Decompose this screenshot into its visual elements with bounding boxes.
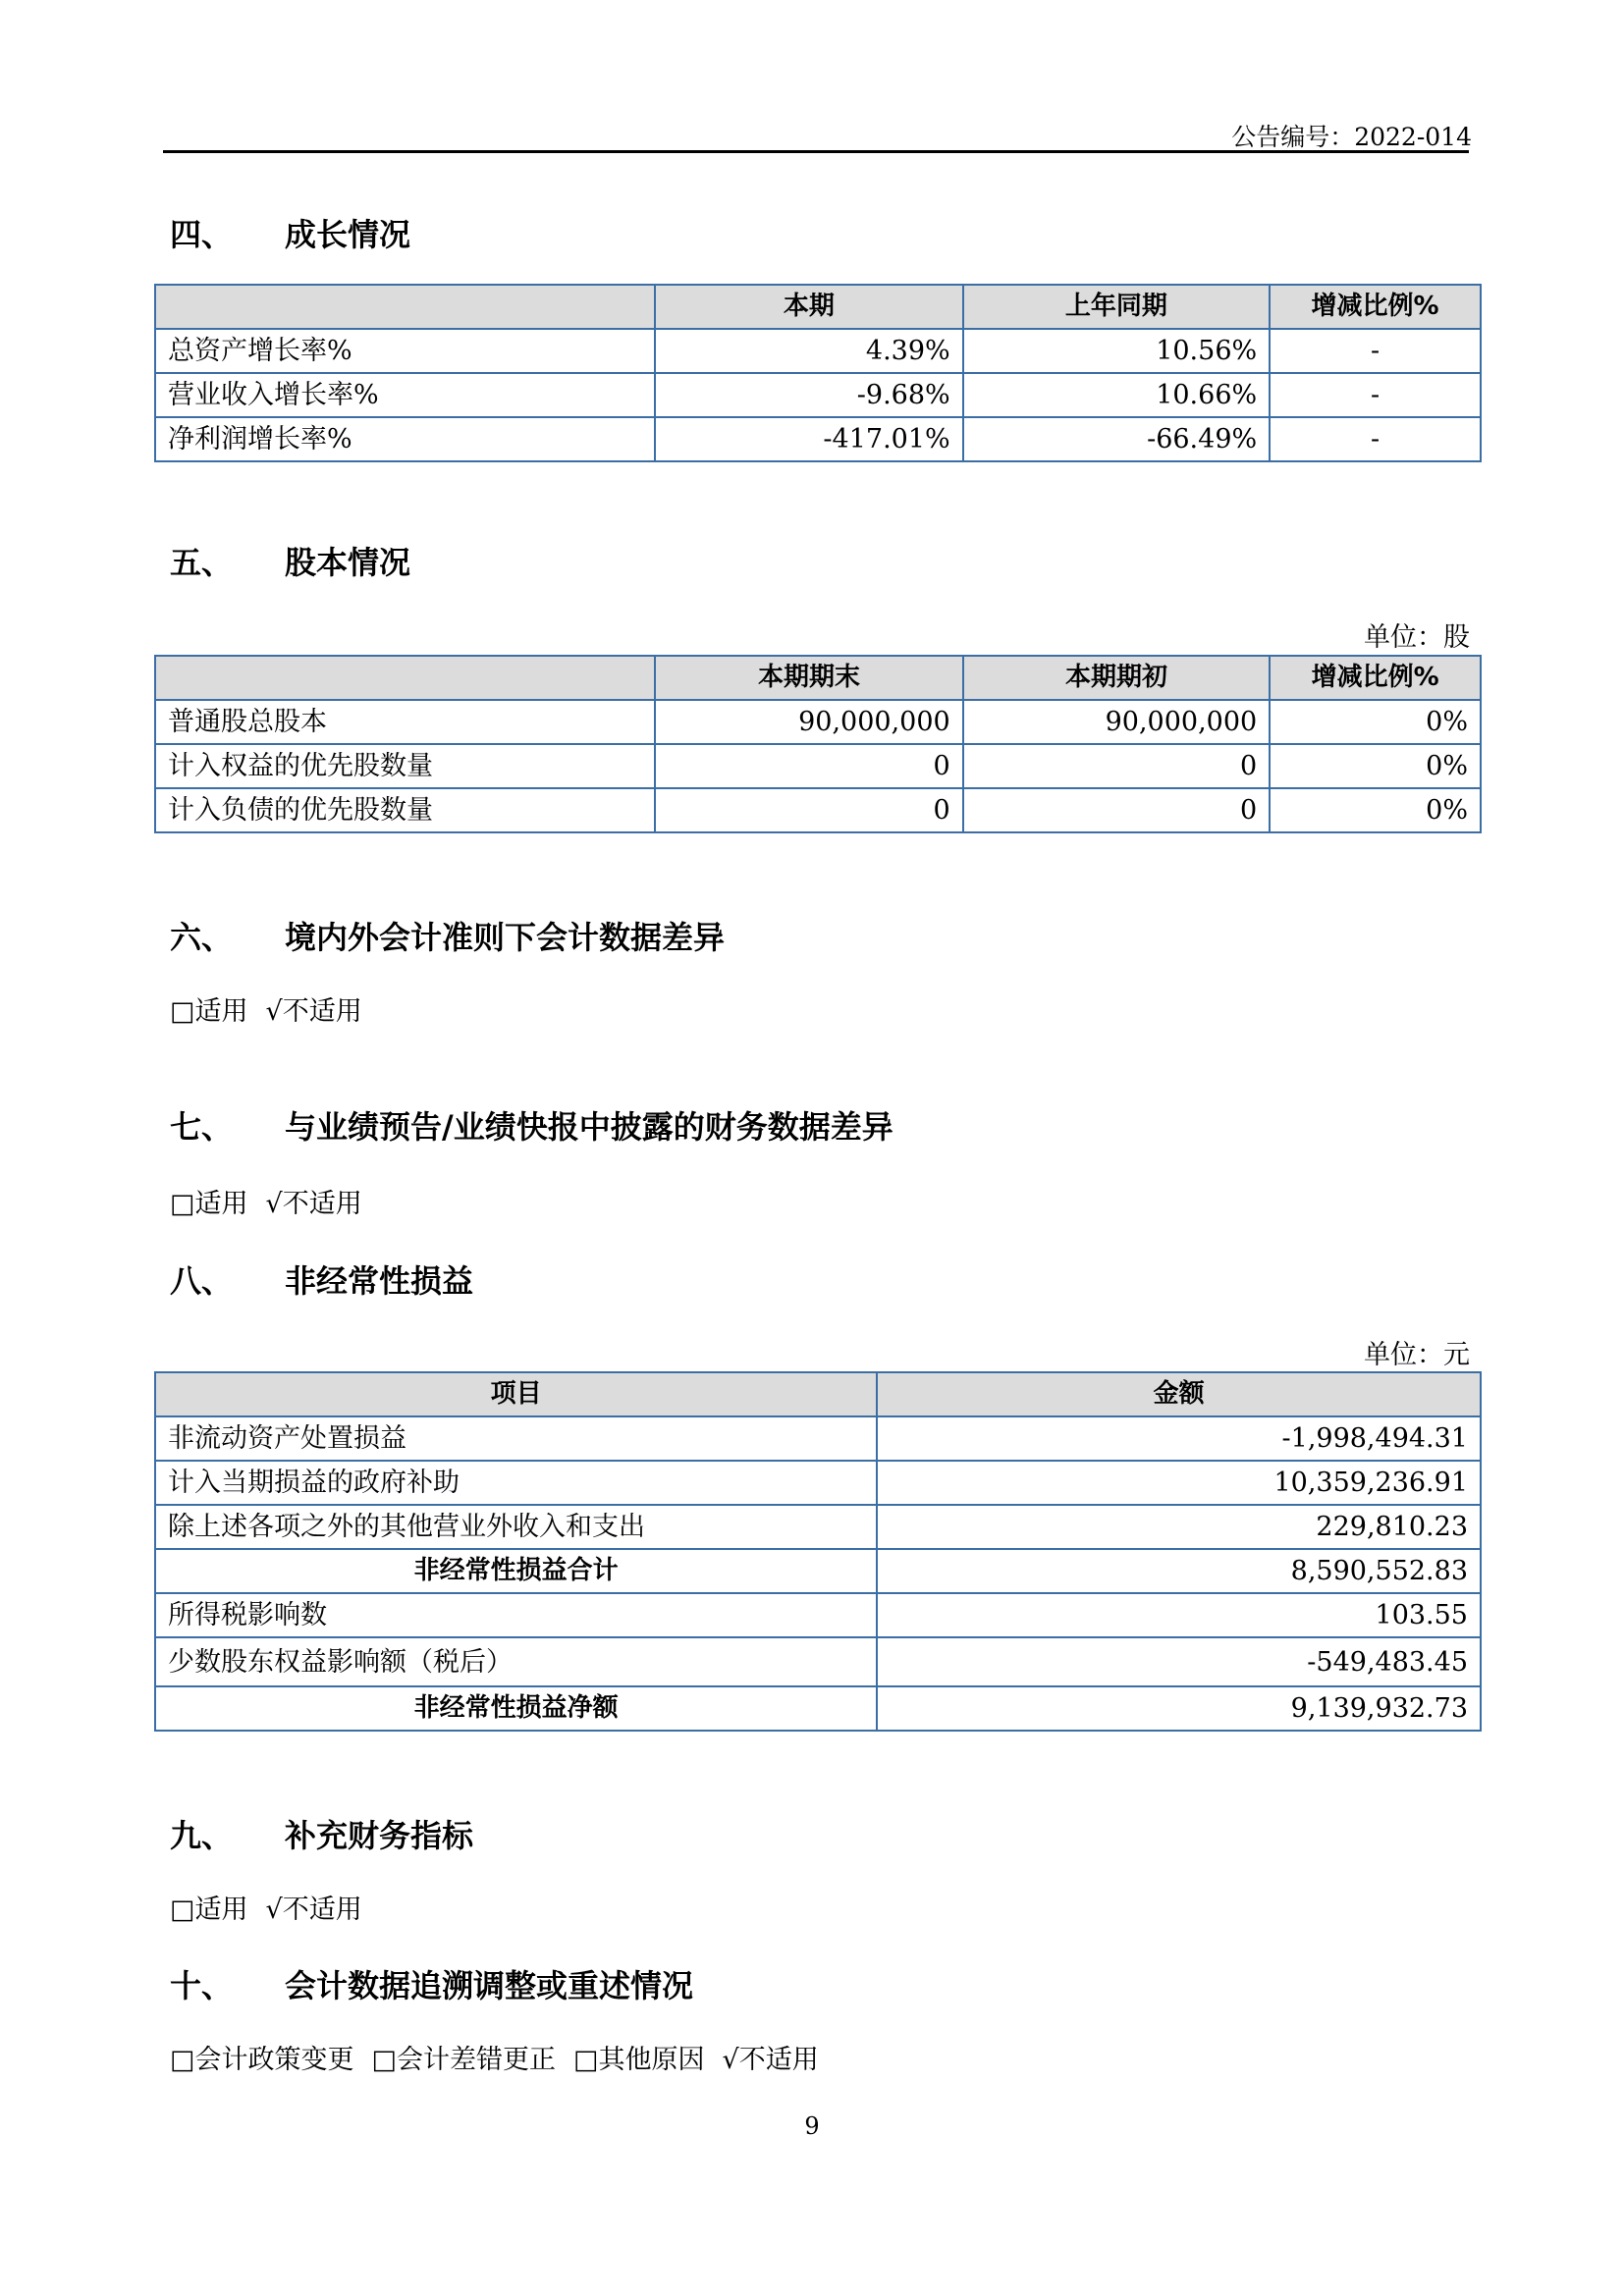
cell-current: -9.68%: [655, 373, 963, 417]
cell-change: 0%: [1270, 788, 1481, 832]
option-applicable: □适用: [170, 1189, 248, 1219]
cell-prior: 10.56%: [963, 329, 1270, 373]
page-number: 9: [804, 2112, 820, 2140]
row-label: 计入权益的优先股数量: [155, 744, 655, 788]
cell-change: -: [1270, 417, 1481, 461]
row-label: 计入负债的优先股数量: [155, 788, 655, 832]
table-row: [155, 417, 1481, 461]
table-header-row: [155, 1372, 1481, 1416]
applicability-options: [170, 989, 380, 1028]
column-header: [155, 656, 655, 700]
option-error-correction: □会计差错更正: [371, 2045, 557, 2075]
section-number: 四、: [170, 216, 234, 253]
option-not-applicable: √不适用: [722, 2045, 819, 2075]
column-header: 增减比例%: [1270, 656, 1481, 700]
option-applicable: □适用: [170, 1895, 248, 1925]
table-row: [155, 700, 1481, 744]
column-header: 上年同期: [963, 285, 1270, 329]
cell-change: 0%: [1270, 744, 1481, 788]
option-not-applicable: √不适用: [265, 996, 362, 1027]
cell-prior: 10.66%: [963, 373, 1270, 417]
section-title: 境内外会计准则下会计数据差异: [285, 919, 726, 956]
applicability-options: [170, 1888, 380, 1926]
cell-amount: 9,139,932.73: [877, 1686, 1481, 1731]
unit-label: 单位：元: [1364, 1340, 1470, 1370]
table-row: [155, 1505, 1481, 1549]
row-label: 非经常性损益合计: [155, 1549, 877, 1593]
cell-amount: -549,483.45: [877, 1637, 1481, 1686]
column-header: 本期期末: [655, 656, 963, 700]
row-label: 总资产增长率%: [155, 329, 655, 373]
row-label: 除上述各项之外的其他营业外收入和支出: [155, 1505, 877, 1549]
section-title: 补充财务指标: [285, 1817, 474, 1854]
section-title: 非经常性损益: [285, 1262, 474, 1300]
table-row: [155, 1416, 1481, 1461]
cell-change: 0%: [1270, 700, 1481, 744]
section-number: 十、: [170, 1967, 234, 2004]
option-other-reason: □其他原因: [573, 2045, 705, 2075]
row-label: 计入当期损益的政府补助: [155, 1461, 877, 1505]
cell-begin: 0: [963, 744, 1271, 788]
option-applicable: □适用: [170, 996, 248, 1027]
option-policy-change: □会计政策变更: [170, 2045, 354, 2075]
section-number: 七、: [170, 1108, 234, 1146]
column-header: 增减比例%: [1270, 285, 1481, 329]
section-number: 五、: [170, 544, 234, 581]
applicability-options: [170, 1182, 380, 1220]
growth-table: [154, 284, 1482, 462]
cell-amount: 10,359,236.91: [877, 1461, 1481, 1505]
cell-end: 90,000,000: [655, 700, 963, 744]
table-row: [155, 373, 1481, 417]
cell-change: -: [1270, 373, 1481, 417]
section-heading-supplementary: [170, 1811, 473, 1856]
row-label: 普通股总股本: [155, 700, 655, 744]
table-row: [155, 1461, 1481, 1505]
table-row-total: [155, 1686, 1481, 1731]
cell-amount: 8,590,552.83: [877, 1549, 1481, 1593]
cell-prior: -66.49%: [963, 417, 1270, 461]
cell-amount: 103.55: [877, 1593, 1481, 1637]
announcement-code: 公告编号：2022-014: [1231, 123, 1472, 151]
unit-label: 单位：股: [1364, 622, 1470, 653]
restatement-options: [170, 2038, 837, 2076]
row-label: 非流动资产处置损益: [155, 1416, 877, 1461]
capital-table: [154, 655, 1482, 833]
table-row: [155, 788, 1481, 832]
section-number: 八、: [170, 1262, 234, 1300]
table-row: [155, 744, 1481, 788]
row-label: 营业收入增长率%: [155, 373, 655, 417]
section-heading-gaap-diff: [170, 913, 725, 958]
cell-begin: 0: [963, 788, 1271, 832]
cell-amount: -1,998,494.31: [877, 1416, 1481, 1461]
table-row: [155, 1637, 1481, 1686]
cell-current: 4.39%: [655, 329, 963, 373]
column-header: 本期期初: [963, 656, 1271, 700]
cell-current: -417.01%: [655, 417, 963, 461]
column-header: 本期: [655, 285, 963, 329]
row-label: 少数股东权益影响额（税后）: [155, 1637, 877, 1686]
non-recurring-table: [154, 1371, 1482, 1732]
section-heading-forecast-diff: [170, 1102, 893, 1148]
section-title: 会计数据追溯调整或重述情况: [285, 1967, 694, 2004]
section-title: 成长情况: [285, 216, 411, 253]
section-title: 与业绩预告/业绩快报中披露的财务数据差异: [285, 1108, 893, 1146]
cell-end: 0: [655, 744, 963, 788]
section-heading-growth: [170, 210, 410, 255]
table-header-row: [155, 656, 1481, 700]
header-rule: [163, 150, 1469, 153]
table-header-row: [155, 285, 1481, 329]
row-label: 非经常性损益净额: [155, 1686, 877, 1731]
section-heading-non-recurring: [170, 1256, 473, 1302]
table-row-subtotal: [155, 1549, 1481, 1593]
cell-end: 0: [655, 788, 963, 832]
column-header: 项目: [155, 1372, 877, 1416]
cell-begin: 90,000,000: [963, 700, 1271, 744]
row-label: 净利润增长率%: [155, 417, 655, 461]
section-heading-capital: [170, 538, 410, 583]
column-header: [155, 285, 655, 329]
cell-change: -: [1270, 329, 1481, 373]
table-row: [155, 1593, 1481, 1637]
section-title: 股本情况: [285, 544, 411, 581]
table-row: [155, 329, 1481, 373]
cell-amount: 229,810.23: [877, 1505, 1481, 1549]
section-heading-restatement: [170, 1961, 693, 2006]
section-number: 六、: [170, 919, 234, 956]
row-label: 所得税影响数: [155, 1593, 877, 1637]
option-not-applicable: √不适用: [265, 1895, 362, 1925]
section-number: 九、: [170, 1817, 234, 1854]
column-header: 金额: [877, 1372, 1481, 1416]
option-not-applicable: √不适用: [265, 1189, 362, 1219]
